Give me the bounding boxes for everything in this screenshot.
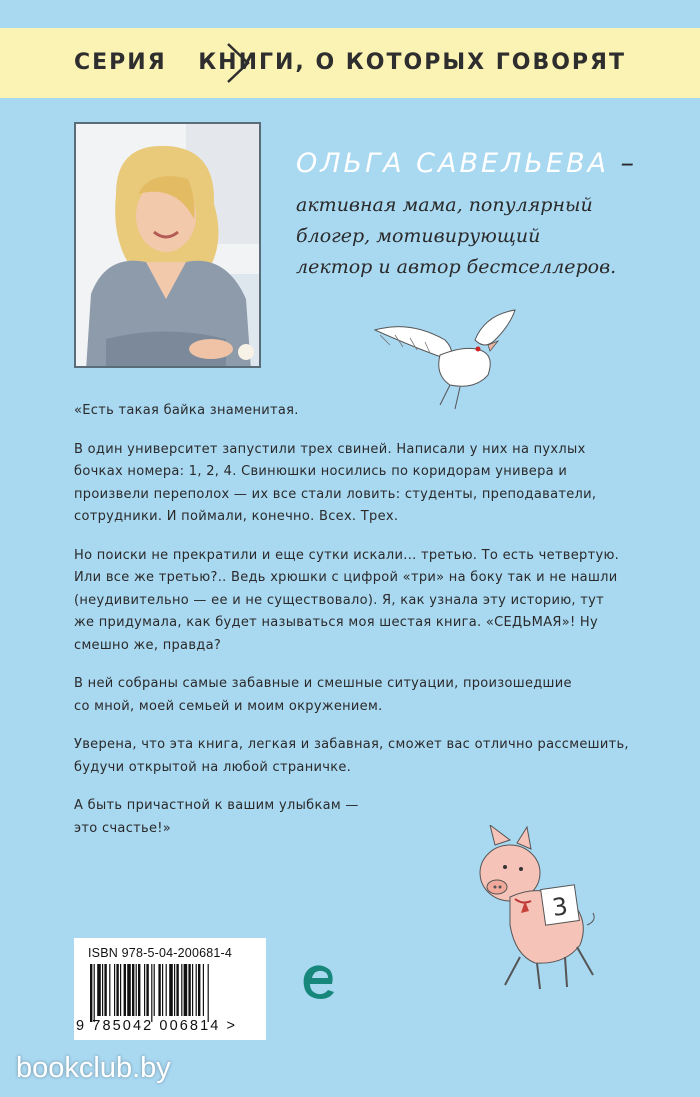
barcode-digits: 9 785042 006814 > [76, 1018, 238, 1034]
eksmo-logo-icon [300, 962, 336, 1002]
barcode-bar [166, 964, 167, 1016]
blurb-line: «Есть такая байка знаменитая. [74, 403, 299, 418]
blurb-paragraph [74, 439, 634, 529]
blurb-line: В ней собраны самые забавные и смешные ситуации, произошедшие [74, 676, 572, 691]
barcode-bar [97, 964, 101, 1016]
blurb-line: бочках номера: 1, 2, 4. Свинюшки носились по коридорам универа и [74, 464, 568, 479]
barcode-bar [184, 964, 188, 1016]
blurb-line: сотрудники. И поймали, конечно. Всех. Трех. [74, 509, 399, 524]
barcode-bar [94, 964, 95, 1022]
blurb-line: же придумала, как будет называться моя шестая книга. «СЕДЬМАЯ»! Ну [74, 615, 598, 630]
author-bio-line: блогер, мотивирующий [296, 225, 541, 247]
isbn-number: ISBN 978-5-04-200681-4 [88, 946, 233, 960]
author-name-dash: – [608, 148, 638, 179]
dove-illustration [370, 305, 530, 415]
barcode-bar [120, 964, 121, 1016]
barcode-bar [192, 964, 193, 1016]
blurb-line: произвели переполох — их все стали ловить: студенты, преподаватели, [74, 486, 597, 502]
barcode-bar [124, 964, 126, 1016]
barcode-bar [132, 964, 134, 1016]
series-label: СЕРИЯ [74, 50, 167, 75]
barcode-bar [158, 964, 160, 1016]
author-photo [74, 122, 261, 368]
barcode-bar [174, 964, 175, 1016]
author-name-text: ОЛЬГА САВЕЛЬЕВА [296, 148, 609, 179]
pig-illustration [455, 825, 600, 990]
barcode-bar [138, 964, 140, 1016]
author-bio-line: активная мама, популярный [296, 194, 593, 216]
blurb-line: А быть причастной к вашим улыбкам — [74, 798, 359, 813]
blurb-paragraph [74, 673, 634, 718]
blurb-line: будучи открытой на любой страничке. [74, 759, 352, 775]
author-bio-line: лектор и автор бестселлеров. [296, 256, 617, 278]
barcode-bar [203, 964, 204, 1016]
barcode-bar [188, 964, 190, 1016]
site-watermark: bookclub.by [16, 1052, 171, 1084]
barcode-panel [74, 938, 266, 1040]
barcode-bar [114, 964, 115, 1016]
barcode-bar [90, 964, 92, 1022]
barcode-bar [116, 964, 118, 1016]
series-name: КНИГИ, О КОТОРЫХ ГОВОРЯТ [198, 50, 626, 75]
barcode-bar [169, 964, 173, 1016]
barcode-bars [88, 964, 256, 1022]
author-bio [296, 190, 636, 283]
barcode-bar [151, 964, 152, 1022]
blurb-text [74, 400, 634, 856]
barcode-bar [146, 964, 148, 1016]
barcode-bar [144, 964, 145, 1016]
barcode-bar [104, 964, 106, 1016]
barcode-bar [162, 964, 163, 1016]
author-name [296, 148, 637, 179]
barcode-bar [208, 964, 209, 1022]
blurb-paragraph [74, 400, 634, 423]
blurb-paragraph [74, 734, 634, 779]
barcode-bar [154, 964, 155, 1016]
blurb-line: В один университет запустили трех свиней. Написали у них на пухлых [74, 441, 586, 457]
blurb-line: Но поиски не прекратили и еще сутки искали... третью. То есть четвертую. [74, 547, 620, 563]
blurb-line: смешно же, правда? [74, 637, 222, 653]
barcode-bar [176, 964, 178, 1016]
barcode-bar [102, 964, 103, 1016]
blurb-paragraph [74, 545, 634, 658]
barcode-bar [198, 964, 200, 1016]
blurb-line: Или все же третью?.. Ведь хрюшки с цифрой «три» на боку так и не нашли [74, 570, 618, 585]
blurb-line: это счастье!» [74, 820, 172, 836]
pig-number-label: 3 [550, 892, 570, 922]
blurb-line: со мной, моей семьей и моим окружением. [74, 698, 383, 714]
blurb-line: Уверена, что эта книга, легкая и забавная, сможет вас отлично рассмешить, [74, 737, 629, 752]
barcode-bar [109, 964, 110, 1016]
barcode-bar [196, 964, 197, 1016]
barcode-bar [181, 964, 182, 1016]
blurb-line: (неудивительно — ее и не существовало). Я, как узнала эту историю, тут [74, 592, 605, 608]
barcode-bar [127, 964, 131, 1016]
barcode-bar [136, 964, 137, 1016]
